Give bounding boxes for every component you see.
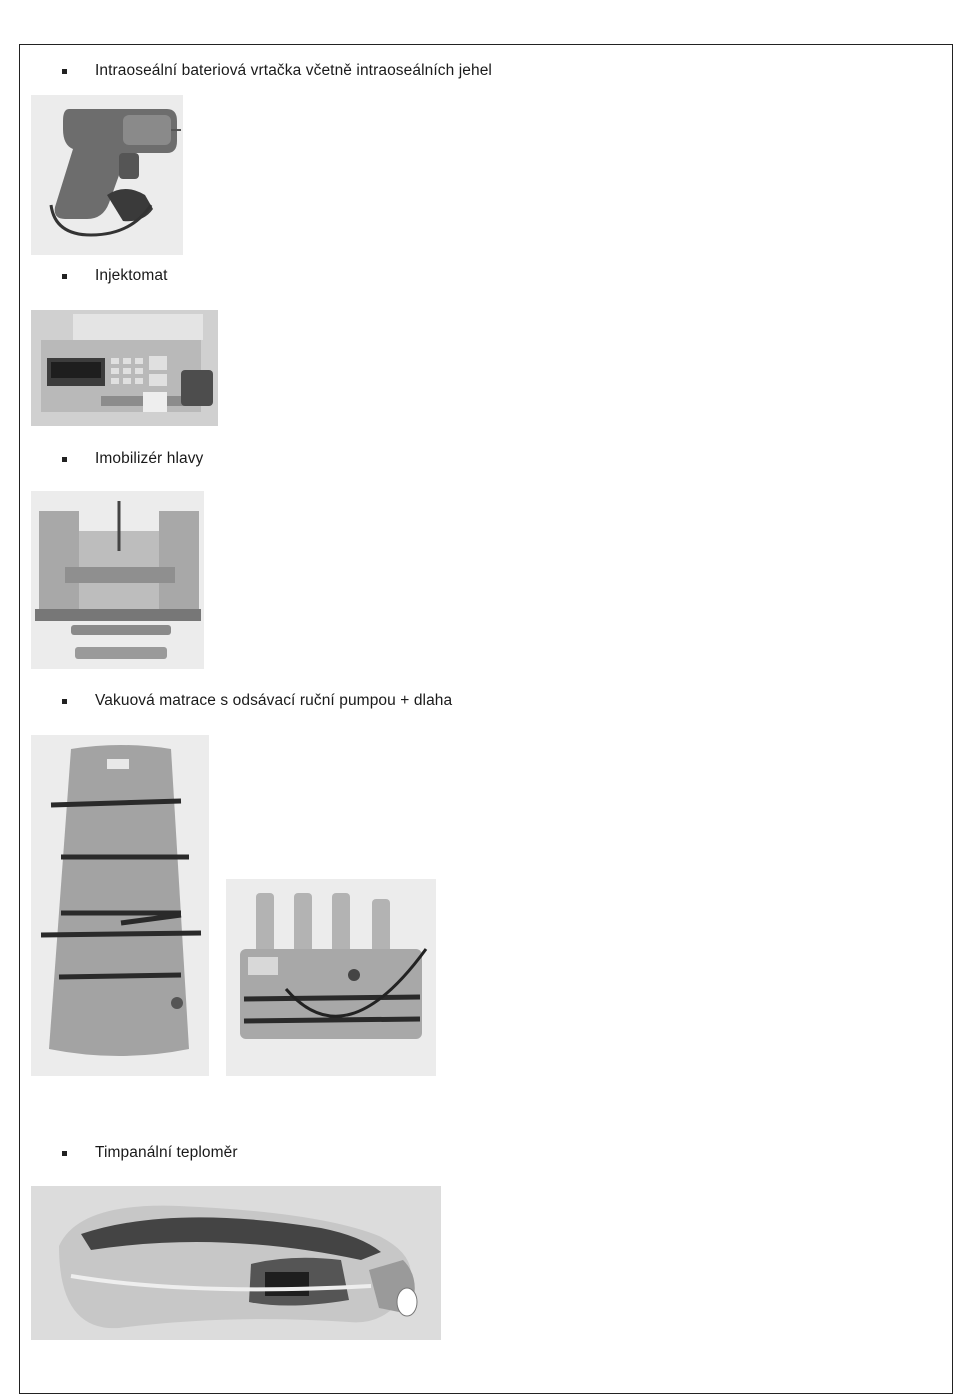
item-label: Vakuová matrace s odsávací ruční pumpou + dlaha (95, 692, 453, 709)
list-item (62, 450, 203, 468)
item-label: Imobilizér hlavy (95, 450, 204, 467)
bullet (62, 1151, 67, 1156)
bullet (62, 457, 67, 462)
list-item (62, 1144, 238, 1162)
bullet (62, 69, 67, 74)
list-item (62, 267, 168, 285)
vacuum-splint-image (226, 879, 436, 1076)
list-item (62, 692, 452, 710)
bullet (62, 274, 67, 279)
vacuum-mattress-image (31, 735, 209, 1076)
tympanic-thermometer-image (31, 1186, 441, 1340)
item-label: Timpanální teploměr (95, 1144, 238, 1161)
list-item (62, 62, 492, 80)
bullet (62, 699, 67, 704)
intraosseous-drill-image (31, 95, 183, 255)
item-label: Intraoseální bateriová vrtačka včetně intraoseálních jehel (95, 62, 492, 79)
item-label: Injektomat (95, 267, 168, 284)
head-immobilizer-image (31, 491, 204, 669)
syringe-pump-image (31, 310, 218, 426)
